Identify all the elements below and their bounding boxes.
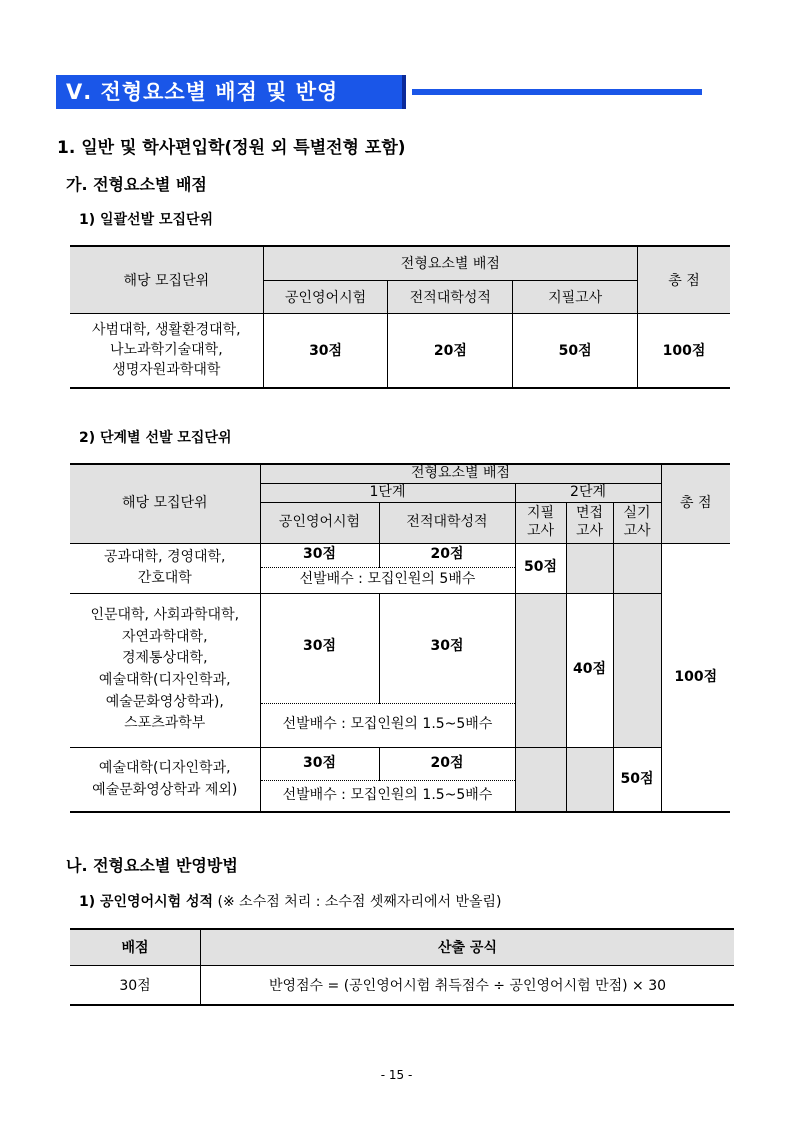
t2-row1-gpa: 20점 — [379, 543, 515, 567]
t2-col-write — [515, 502, 566, 543]
hdr-line: 고사 — [526, 522, 555, 539]
hdr-line: 지필 — [526, 505, 555, 521]
unit-line: 예술대학(디자인학과, — [98, 759, 231, 776]
t2-col-interview — [566, 502, 613, 543]
t2-col-gpa: 전적대학성적 — [379, 502, 515, 543]
unit-line: 경제통상대학, — [121, 650, 208, 667]
hdr-line: 고사 — [575, 522, 604, 539]
t2-row2-eng: 30점 — [260, 593, 379, 703]
hdr-line: 면접 — [575, 505, 604, 521]
t1-eng-score: 30점 — [263, 313, 388, 388]
score-table-single-stage — [70, 245, 730, 389]
t2-stage1: 1단계 — [260, 483, 515, 502]
heading-2a: 가. 전형요소별 배점 — [66, 175, 207, 194]
unit-line: 자연과학대학, — [121, 628, 208, 645]
unit-line: 예술문화영상학과), — [105, 693, 224, 710]
t1-col-total: 총 점 — [638, 246, 730, 313]
t3-col-score: 배점 — [70, 929, 201, 965]
section-title: Ⅴ. 전형요소별 배점 및 반영 — [66, 80, 339, 104]
t2-col-total: 총 점 — [661, 464, 730, 543]
t2-row2-interview: 40점 — [566, 593, 613, 747]
t1-col-gpa: 전적대학성적 — [388, 280, 513, 313]
unit-line: 간호대학 — [137, 570, 192, 586]
t2-row2-gpa: 30점 — [379, 593, 515, 703]
unit-line: 사범대학, 생활환경대학, — [92, 321, 241, 338]
t2-row2-ratio: 선발배수 : 모집인원의 1.5~5배수 — [260, 703, 515, 747]
t2-col-unit: 해당 모집단위 — [70, 464, 260, 543]
hdr-line: 고사 — [623, 522, 651, 539]
t1-write-score: 50점 — [513, 313, 638, 388]
t2-row3-practical: 50점 — [613, 747, 661, 812]
page-number: - 15 - — [380, 1068, 413, 1082]
t2-row2-practical-empty — [613, 593, 661, 747]
t2-row1-interview-empty — [566, 543, 613, 593]
t2-row1-practical-empty — [613, 543, 661, 593]
subheading-3-note: (※ 소수점 처리 : 소수점 셋째자리에서 반올림) — [213, 894, 502, 910]
t3-row-formula: 반영점수 = (공인영어시험 취득점수 ÷ 공인영어시험 만점) × 30 — [201, 965, 735, 1005]
unit-line: 나노과학기술대학, — [110, 342, 223, 359]
heading-2b: 나. 전형요소별 반영방법 — [66, 856, 238, 875]
t1-total-score: 100점 — [638, 313, 730, 388]
t1-col-group: 전형요소별 배점 — [263, 246, 637, 280]
section-rule — [412, 89, 702, 95]
section-title-box — [56, 75, 402, 109]
unit-line: 인문대학, 사회과학대학, — [90, 606, 240, 623]
t1-row-units — [70, 313, 263, 388]
t2-row1-eng: 30점 — [260, 543, 379, 567]
t1-col-write: 지필고사 — [513, 280, 638, 313]
subheading-2: 2) 단계별 선발 모집단위 — [79, 430, 232, 446]
t2-row2-write-empty — [515, 593, 566, 747]
t2-row3-eng: 30점 — [260, 747, 379, 780]
unit-line: 공과대학, 경영대학, — [103, 549, 226, 565]
unit-line: 예술문화영상학과 제외) — [92, 782, 238, 799]
heading-1: 1. 일반 및 학사편입학(정원 외 특별전형 포함) — [57, 138, 406, 158]
unit-line: 예술대학(디자인학과, — [98, 672, 231, 688]
subheading-3 — [79, 891, 502, 911]
t2-row1-ratio: 선발배수 : 모집인원의 5배수 — [260, 567, 515, 593]
t2-row3-ratio: 선발배수 : 모집인원의 1.5~5배수 — [260, 780, 515, 812]
t2-col-group: 전형요소별 배점 — [260, 464, 661, 483]
t2-stage2: 2단계 — [515, 483, 661, 502]
t1-gpa-score: 20점 — [388, 313, 513, 388]
t2-row2-units — [70, 593, 260, 747]
unit-line: 생명자원과학대학 — [112, 362, 221, 379]
t3-col-formula: 산출 공식 — [201, 929, 735, 965]
t1-col-unit: 해당 모집단위 — [70, 246, 263, 313]
t3-row-score: 30점 — [70, 965, 201, 1005]
t2-total: 100점 — [661, 543, 730, 812]
t2-col-practical — [613, 502, 661, 543]
subheading-3-title: 1) 공인영어시험 성적 — [79, 894, 214, 910]
score-table-multi-stage — [70, 463, 730, 813]
t2-row3-gpa: 20점 — [379, 747, 515, 780]
t2-row3-write-empty — [515, 747, 566, 812]
t2-row1-units — [70, 543, 260, 593]
t2-row1-write: 50점 — [515, 543, 566, 593]
subheading-1: 1) 일괄선발 모집단위 — [79, 212, 214, 228]
t2-row3-interview-empty — [566, 747, 613, 812]
t2-row3-units — [70, 747, 260, 812]
unit-line: 스포츠과학부 — [124, 715, 206, 732]
formula-table — [70, 928, 734, 1006]
t2-col-eng: 공인영어시험 — [260, 502, 379, 543]
hdr-line: 실기 — [623, 505, 651, 521]
t1-col-eng: 공인영어시험 — [263, 280, 388, 313]
